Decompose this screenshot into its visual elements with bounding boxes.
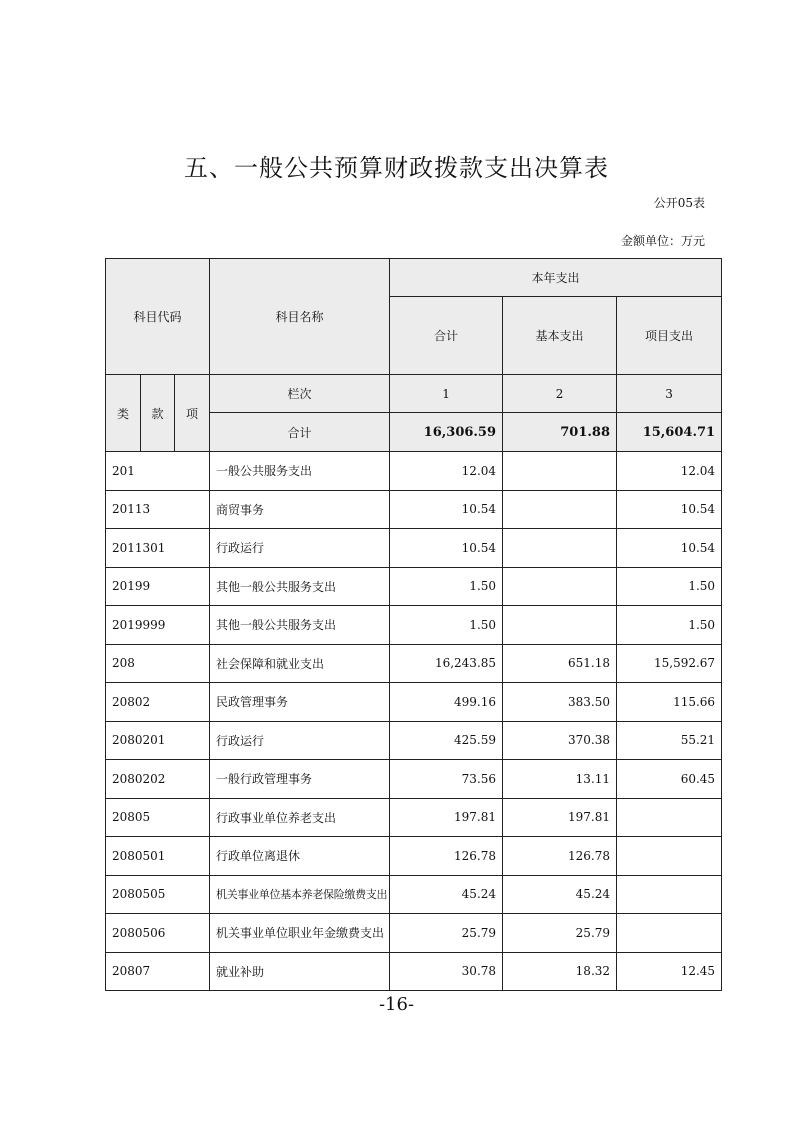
row-code: 2019999 <box>106 606 210 645</box>
row-basic <box>503 606 617 645</box>
row-total: 45.24 <box>390 875 503 914</box>
header-total: 合计 <box>390 297 503 375</box>
row-project <box>617 914 722 953</box>
row-name: 社会保障和就业支出 <box>210 644 390 683</box>
row-project <box>617 875 722 914</box>
row-name: 行政事业单位养老支出 <box>210 798 390 837</box>
row-project: 10.54 <box>617 490 722 529</box>
row-basic: 126.78 <box>503 837 617 876</box>
total-row-label: 合计 <box>210 413 390 452</box>
header-column-no: 栏次 <box>210 375 390 413</box>
row-basic: 383.50 <box>503 683 617 722</box>
row-total: 10.54 <box>390 490 503 529</box>
row-code: 208 <box>106 644 210 683</box>
table-row <box>106 567 722 606</box>
row-project: 15,592.67 <box>617 644 722 683</box>
header-name: 科目名称 <box>210 259 390 375</box>
row-total: 1.50 <box>390 606 503 645</box>
total-row-project: 15,604.71 <box>617 413 722 452</box>
row-name: 行政单位离退休 <box>210 837 390 876</box>
row-name: 行政运行 <box>210 529 390 568</box>
row-name: 商贸事务 <box>210 490 390 529</box>
amount-unit: 金额单位：万元 <box>620 234 705 248</box>
table-row <box>106 721 722 760</box>
table-row <box>106 452 722 491</box>
row-code: 2011301 <box>106 529 210 568</box>
page-number: -16- <box>378 994 415 1015</box>
row-code: 20807 <box>106 952 210 991</box>
table-row <box>106 529 722 568</box>
row-total: 1.50 <box>390 567 503 606</box>
row-basic: 370.38 <box>503 721 617 760</box>
row-project: 115.66 <box>617 683 722 722</box>
row-code: 2080506 <box>106 914 210 953</box>
row-basic: 45.24 <box>503 875 617 914</box>
row-code: 2080201 <box>106 721 210 760</box>
row-project: 1.50 <box>617 567 722 606</box>
table-row <box>106 914 722 953</box>
row-basic <box>503 529 617 568</box>
row-name: 机关事业单位基本养老保险缴费支出 <box>210 875 390 914</box>
total-row-basic: 701.88 <box>503 413 617 452</box>
table-row <box>106 952 722 991</box>
row-code: 20802 <box>106 683 210 722</box>
row-basic <box>503 490 617 529</box>
page-title: 五、一般公共预算财政拨款支出决算表 <box>184 154 609 182</box>
budget-table <box>105 258 722 991</box>
table-row <box>106 644 722 683</box>
table-row <box>106 837 722 876</box>
row-total: 425.59 <box>390 721 503 760</box>
row-name: 其他一般公共服务支出 <box>210 567 390 606</box>
header-kuan: 款 <box>141 375 175 452</box>
row-project <box>617 837 722 876</box>
row-name: 一般公共服务支出 <box>210 452 390 491</box>
row-code: 2080501 <box>106 837 210 876</box>
row-total: 12.04 <box>390 452 503 491</box>
row-basic: 13.11 <box>503 760 617 799</box>
row-code: 20805 <box>106 798 210 837</box>
row-basic <box>503 452 617 491</box>
row-code: 20199 <box>106 567 210 606</box>
header-project: 项目支出 <box>617 297 722 375</box>
row-total: 73.56 <box>390 760 503 799</box>
table-row <box>106 683 722 722</box>
row-project <box>617 798 722 837</box>
row-project: 12.45 <box>617 952 722 991</box>
header-xiang: 项 <box>175 375 210 452</box>
table-row <box>106 490 722 529</box>
row-basic: 197.81 <box>503 798 617 837</box>
table-row <box>106 798 722 837</box>
row-project: 10.54 <box>617 529 722 568</box>
row-project: 1.50 <box>617 606 722 645</box>
row-total: 197.81 <box>390 798 503 837</box>
row-project: 12.04 <box>617 452 722 491</box>
table-row <box>106 606 722 645</box>
row-code: 20113 <box>106 490 210 529</box>
header-basic: 基本支出 <box>503 297 617 375</box>
header-lei: 类 <box>106 375 141 452</box>
table-row <box>106 875 722 914</box>
row-name: 一般行政管理事务 <box>210 760 390 799</box>
row-code: 201 <box>106 452 210 491</box>
header-col2: 2 <box>503 375 617 413</box>
row-name: 民政管理事务 <box>210 683 390 722</box>
row-total: 25.79 <box>390 914 503 953</box>
row-name: 其他一般公共服务支出 <box>210 606 390 645</box>
row-name: 行政运行 <box>210 721 390 760</box>
header-col1: 1 <box>390 375 503 413</box>
row-total: 16,243.85 <box>390 644 503 683</box>
header-col3: 3 <box>617 375 722 413</box>
row-total: 499.16 <box>390 683 503 722</box>
header-code-group: 科目代码 <box>106 259 210 375</box>
table-row <box>106 760 722 799</box>
form-number: 公开05表 <box>653 196 705 210</box>
row-code: 2080505 <box>106 875 210 914</box>
row-basic: 18.32 <box>503 952 617 991</box>
row-code: 2080202 <box>106 760 210 799</box>
row-project: 55.21 <box>617 721 722 760</box>
row-basic: 25.79 <box>503 914 617 953</box>
total-row-total: 16,306.59 <box>390 413 503 452</box>
row-total: 30.78 <box>390 952 503 991</box>
row-project: 60.45 <box>617 760 722 799</box>
header-current-year: 本年支出 <box>390 259 722 297</box>
row-total: 126.78 <box>390 837 503 876</box>
row-basic: 651.18 <box>503 644 617 683</box>
row-basic <box>503 567 617 606</box>
row-total: 10.54 <box>390 529 503 568</box>
row-name: 就业补助 <box>210 952 390 991</box>
row-name: 机关事业单位职业年金缴费支出 <box>210 914 390 953</box>
